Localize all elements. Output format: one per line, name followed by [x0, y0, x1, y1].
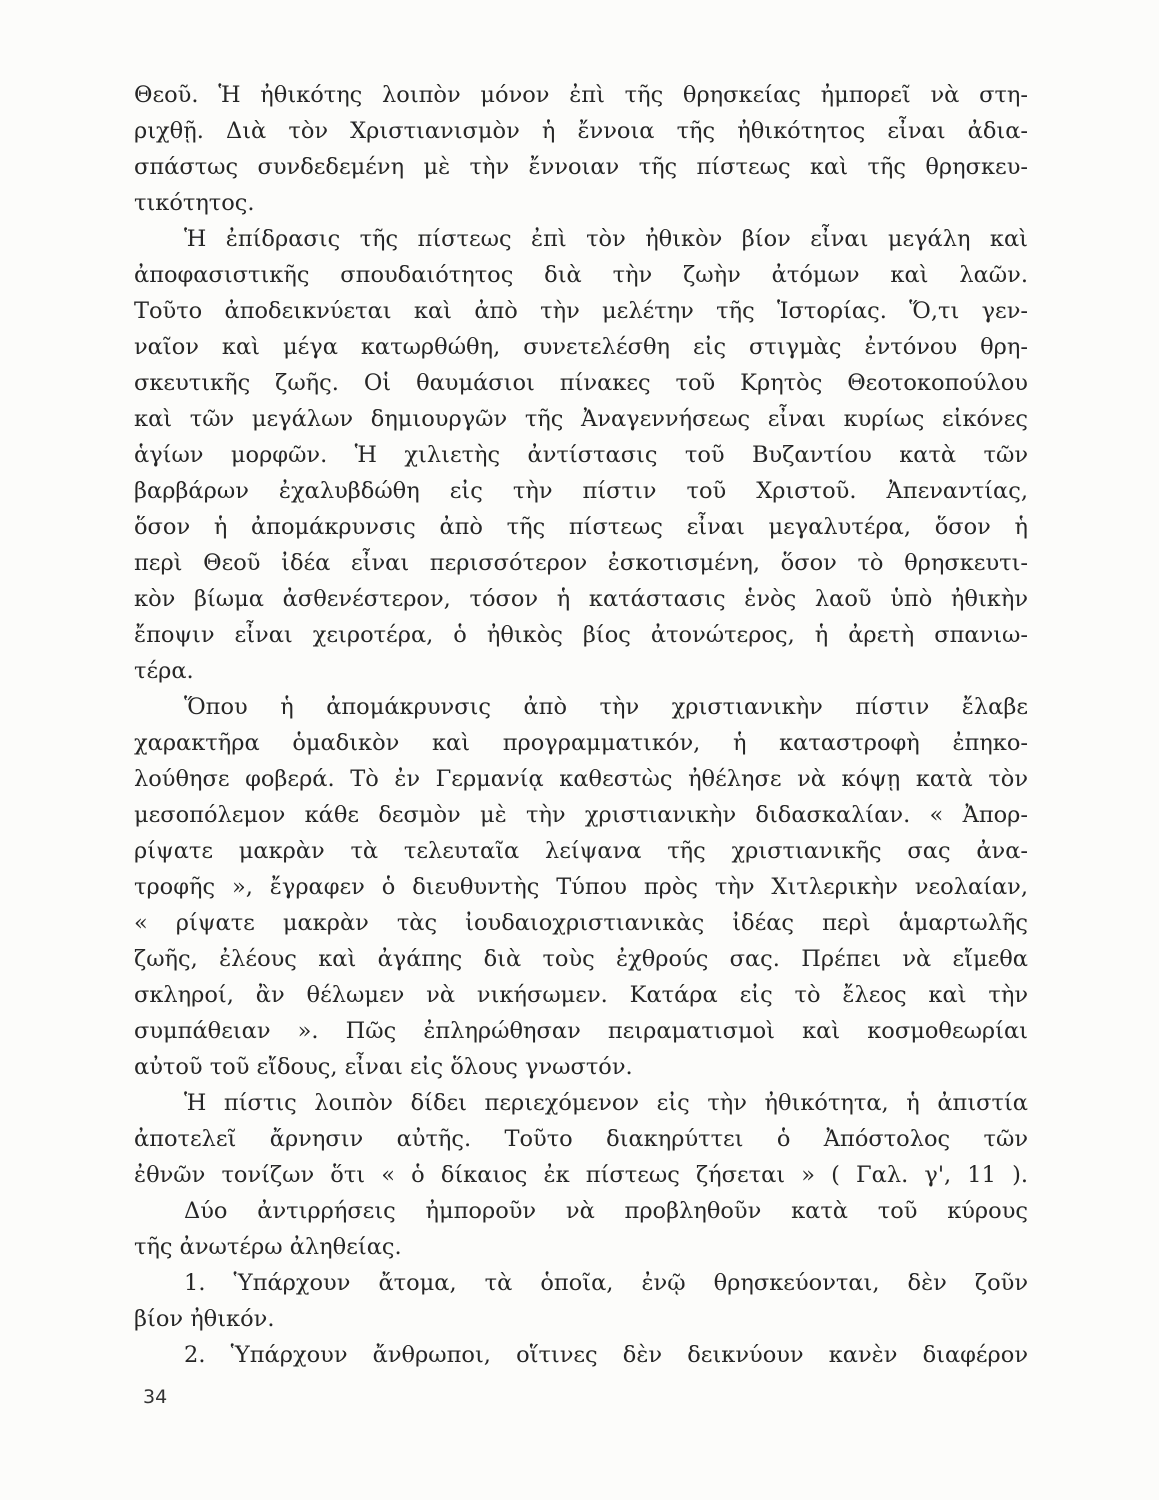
text-line: ριχθῇ. Διὰ τὸν Χριστιανισμὸν ἡ ἔννοια τῆς ἠθικότητος εἶναι ἀδια-: [134, 118, 1028, 144]
text-line: ὅσον ἡ ἀπομάκρυνσις ἀπὸ τῆς πίστεως εἶναι μεγαλυτέρα, ὅσον ἡ: [134, 514, 1028, 540]
text-line: περὶ Θεοῦ ἰδέα εἶναι περισσότερον ἐσκοτισμένη, ὅσον τὸ θρησκευτι-: [134, 550, 1028, 576]
text-line: 2. Ὑπάρχουν ἄνθρωποι, οἵτινες δὲν δεικνύουν κανὲν διαφέρον: [184, 1342, 1028, 1368]
text-line: τροφῆς », ἔγραφεν ὁ διευθυντὴς Τύπου πρὸς τὴν Χιτλερικὴν νεολαίαν,: [134, 874, 1028, 900]
text-line: Ὅπου ἡ ἀπομάκρυνσις ἀπὸ τὴν χριστιανικὴν πίστιν ἔλαβε: [184, 694, 1028, 720]
text-line: ἀποτελεῖ ἄρνησιν αὐτῆς. Τοῦτο διακηρύττει ὁ Ἀπόστολος τῶν: [134, 1126, 1028, 1152]
book-page: [134, 0, 1028, 1500]
text-line: ρίψατε μακρὰν τὰ τελευταῖα λείψανα τῆς χριστιανικῆς σας ἀνα-: [134, 838, 1028, 864]
text-line: σκληροί, ἂν θέλωμεν νὰ νικήσωμεν. Κατάρα εἰς τὸ ἔλεος καὶ τὴν: [134, 982, 1028, 1008]
text-line: Ἡ ἐπίδρασις τῆς πίστεως ἐπὶ τὸν ἠθικὸν βίον εἶναι μεγάλη καὶ: [184, 226, 1028, 252]
text-line: σκευτικῆς ζωῆς. Οἱ θαυμάσιοι πίνακες τοῦ Κρητὸς Θεοτοκοπούλου: [134, 370, 1028, 396]
text-line: τῆς ἀνωτέρω ἀληθείας.: [134, 1234, 402, 1260]
text-line: μεσοπόλεμον κάθε δεσμὸν μὲ τὴν χριστιανικὴν διδασκαλίαν. « Ἀπορ-: [134, 802, 1028, 828]
text-line: Ἡ πίστις λοιπὸν δίδει περιεχόμενον εἰς τὴν ἠθικότητα, ἡ ἀπιστία: [184, 1090, 1028, 1116]
text-line: συμπάθειαν ». Πῶς ἐπληρώθησαν πειραματισμοὶ καὶ κοσμοθεωρίαι: [134, 1018, 1028, 1044]
text-line: ἀποφασιστικῆς σπουδαιότητος διὰ τὴν ζωὴν ἀτόμων καὶ λαῶν.: [134, 262, 1028, 288]
text-line: χαρακτῆρα ὁμαδικὸν καὶ προγραμματικόν, ἡ καταστροφὴ ἐπηκο-: [134, 730, 1028, 756]
text-line: « ρίψατε μακρὰν τὰς ἰουδαιοχριστιανικὰς ἰδέας περὶ ἁμαρτωλῆς: [134, 910, 1028, 936]
text-line: Δύο ἀντιρρήσεις ἠμποροῦν νὰ προβληθοῦν κατὰ τοῦ κύρους: [184, 1198, 1028, 1224]
text-line: βίον ἠθικόν.: [134, 1306, 275, 1332]
text-line: τικότητος.: [134, 190, 255, 216]
text-line: τέρα.: [134, 658, 194, 684]
text-line: κὸν βίωμα ἀσθενέστερον, τόσον ἡ κατάστασις ἑνὸς λαοῦ ὑπὸ ἠθικὴν: [134, 586, 1028, 612]
text-line: καὶ τῶν μεγάλων δημιουργῶν τῆς Ἀναγεννήσεως εἶναι κυρίως εἰκόνες: [134, 406, 1028, 432]
text-line: βαρβάρων ἐχαλυβδώθη εἰς τὴν πίστιν τοῦ Χριστοῦ. Ἀπεναντίας,: [134, 478, 1028, 504]
text-line: σπάστως συνδεδεμένη μὲ τὴν ἔννοιαν τῆς πίστεως καὶ τῆς θρησκευ-: [134, 154, 1028, 180]
text-line: αὐτοῦ τοῦ εἴδους, εἶναι εἰς ὅλους γνωστόν.: [134, 1054, 633, 1080]
text-line: ναῖον καὶ μέγα κατωρθώθη, συνετελέσθη εἰς στιγμὰς ἐντόνου θρη-: [134, 334, 1028, 360]
text-line: Τοῦτο ἀποδεικνύεται καὶ ἀπὸ τὴν μελέτην τῆς Ἱστορίας. Ὅ,τι γεν-: [134, 298, 1028, 324]
text-line: λούθησε φοβερά. Τὸ ἐν Γερμανίᾳ καθεστὼς ἠθέλησε νὰ κόψῃ κατὰ τὸν: [134, 766, 1028, 792]
text-line: ἁγίων μορφῶν. Ἡ χιλιετὴς ἀντίστασις τοῦ Βυζαντίου κατὰ τῶν: [134, 442, 1028, 468]
page-number: 34: [143, 1386, 168, 1408]
text-line: Θεοῦ. Ἡ ἠθικότης λοιπὸν μόνον ἐπὶ τῆς θρησκείας ἠμπορεῖ νὰ στη-: [134, 82, 1028, 108]
text-line: ζωῆς, ἐλέους καὶ ἀγάπης διὰ τοὺς ἐχθρούς σας. Πρέπει νὰ εἴμεθα: [134, 946, 1028, 972]
text-line: ἔποψιν εἶναι χειροτέρα, ὁ ἠθικὸς βίος ἀτονώτερος, ἡ ἀρετὴ σπανιω-: [134, 622, 1028, 648]
text-line: 1. Ὑπάρχουν ἄτομα, τὰ ὁποῖα, ἐνῷ θρησκεύονται, δὲν ζοῦν: [184, 1270, 1028, 1296]
text-line: ἐθνῶν τονίζων ὅτι « ὁ δίκαιος ἐκ πίστεως ζήσεται » ( Γαλ. γ', 11 ).: [134, 1162, 1028, 1188]
